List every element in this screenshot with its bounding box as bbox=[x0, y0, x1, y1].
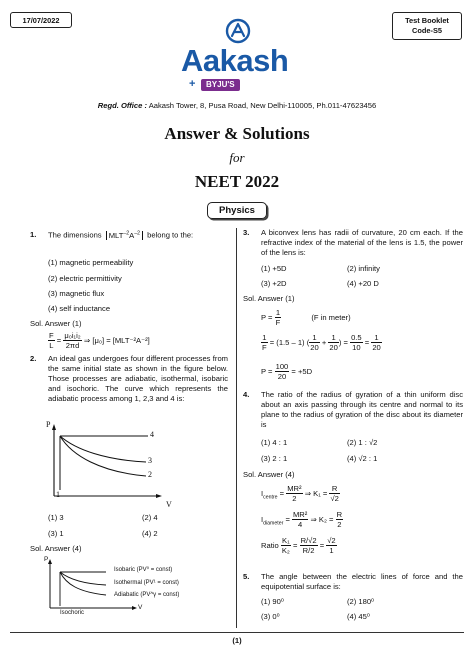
date-text: 17/07/2022 bbox=[22, 16, 60, 25]
option-2: (2) 180⁰ bbox=[347, 597, 375, 606]
f-num: F bbox=[49, 331, 54, 340]
num: 1 bbox=[328, 333, 338, 343]
den: F bbox=[275, 318, 281, 328]
label-isobaric: Isobaric (PV⁰ = const) bbox=[114, 567, 173, 573]
regd-office-line bbox=[0, 101, 474, 110]
exam-title: NEET 2022 bbox=[194, 172, 280, 191]
booklet-line2: Code-S5 bbox=[412, 25, 442, 35]
page-title: Answer & Solutions bbox=[164, 124, 310, 143]
column-divider bbox=[236, 228, 237, 628]
logo-plus: + bbox=[189, 78, 196, 90]
question-text: The ratio of the radius of gyration of a thin uniform disc about an axis passing through its centre and normal to its plane to the radius of gyration of the disc about its diameter is bbox=[261, 390, 463, 430]
eq-sign: = bbox=[279, 488, 287, 498]
q1-exp1: –2 bbox=[123, 230, 130, 236]
date-box bbox=[10, 12, 72, 28]
eq-sign: = bbox=[285, 514, 292, 524]
option-4: (4) +20 D bbox=[347, 279, 379, 288]
graph-p-label: P bbox=[46, 420, 51, 429]
label-isochoric: Isochoric bbox=[60, 610, 85, 616]
plus: + bbox=[321, 337, 327, 347]
frac-100-20 bbox=[275, 362, 290, 382]
den: √2 bbox=[330, 494, 339, 504]
mu-den: 2πd bbox=[65, 341, 80, 351]
num: 1 bbox=[262, 333, 267, 342]
question-number: 3. bbox=[243, 228, 250, 237]
frac-1-20c bbox=[371, 333, 381, 353]
i-sub: diameter bbox=[263, 520, 284, 527]
q1-pre-text: The dimensions bbox=[48, 230, 102, 240]
curve-label-1: 1 bbox=[56, 490, 60, 499]
test-booklet-box bbox=[392, 12, 462, 40]
q3-lens-eq bbox=[261, 333, 382, 353]
q1-exp2: –2 bbox=[134, 230, 140, 236]
label-isothermal: Isothermal (PV¹ = const) bbox=[114, 580, 179, 586]
option-1: (1) magnetic permeability bbox=[48, 258, 134, 267]
option-1: (1) +5D bbox=[261, 264, 287, 273]
option-2: (2) 1 : √2 bbox=[347, 438, 378, 447]
den: F bbox=[262, 343, 267, 353]
num: 0.5 bbox=[351, 333, 362, 342]
question-text: The angle between the electric lines of force and the equipotential surface is: bbox=[261, 572, 463, 592]
den: 20 bbox=[277, 372, 287, 382]
lens-paren-close: ) bbox=[338, 337, 342, 347]
subject-text: Physics bbox=[219, 205, 255, 216]
rt2-over-1 bbox=[326, 536, 336, 556]
eq-sign: = bbox=[56, 335, 62, 345]
graph-v-label: V bbox=[166, 500, 172, 509]
subject-badge bbox=[207, 202, 267, 219]
den: 10 bbox=[352, 343, 361, 353]
question-number: 2. bbox=[30, 354, 37, 363]
num: 100 bbox=[275, 362, 289, 371]
q1-mlt: MLT bbox=[108, 230, 124, 240]
p-eq: P = bbox=[261, 312, 273, 322]
r-over-rt2 bbox=[329, 484, 339, 504]
curve-label-4: 4 bbox=[150, 430, 154, 439]
one-over-f-2 bbox=[261, 333, 268, 353]
q4-idiameter-eq bbox=[261, 510, 343, 530]
den: R/2 bbox=[302, 546, 315, 556]
q4-ratio-eq bbox=[261, 536, 337, 556]
final-p: P = bbox=[261, 366, 273, 376]
lens-eq-text: = (1.5 – 1) bbox=[269, 337, 305, 347]
regd-label: Regd. Office : bbox=[97, 101, 147, 110]
solution-label: Sol. Answer (1) bbox=[30, 319, 82, 328]
question-number: 4. bbox=[243, 390, 250, 399]
question-text: A biconvex lens has radii of curvature, 20 cm each. If the refractive index of the material of the lens is 1.5, the power of the lens is: bbox=[261, 228, 463, 258]
q1-a: A bbox=[129, 230, 135, 240]
option-4: (4) √2 : 1 bbox=[347, 454, 378, 463]
mr2-over-2 bbox=[286, 484, 302, 504]
question-text: An ideal gas undergoes four different processes from the same initial state as shown in the figure below. Those processes are adiabatic, isothermal, isobaric and isochoric. The curve which represents the adiabatic process among 1, 2,3 and 4 is: bbox=[48, 354, 228, 404]
num: 1 bbox=[275, 308, 281, 317]
num: R bbox=[329, 484, 339, 494]
q1-bracket-expr bbox=[106, 231, 143, 240]
aakash-logo bbox=[179, 18, 297, 94]
option-4: (4) self inductance bbox=[48, 304, 111, 313]
frac-05-10 bbox=[350, 333, 363, 353]
mr2-over-4 bbox=[292, 510, 308, 530]
one-over-f bbox=[275, 308, 282, 328]
r-over-2 bbox=[336, 510, 343, 530]
eq-sign: = bbox=[293, 540, 298, 550]
question-number: 5. bbox=[243, 572, 250, 581]
i-sub: centre bbox=[263, 494, 278, 501]
den: 2 bbox=[292, 494, 297, 504]
num: 1 bbox=[371, 333, 381, 343]
question-number: 1. bbox=[30, 230, 37, 239]
question-text bbox=[48, 230, 228, 240]
k1-over-k2 bbox=[281, 536, 291, 556]
k1-text: ⇒ K₁ = bbox=[304, 488, 328, 498]
num: √2 bbox=[327, 536, 336, 545]
option-3: (3) 1 bbox=[48, 529, 64, 538]
lens-paren-open: ( bbox=[306, 337, 310, 347]
mu-num: μ₀i₁i₂ bbox=[64, 331, 81, 340]
solution-label: Sol. Answer (1) bbox=[243, 294, 295, 303]
frac-1-20b bbox=[328, 333, 338, 353]
option-4: (4) 45⁰ bbox=[347, 612, 370, 621]
option-3: (3) magnetic flux bbox=[48, 289, 105, 298]
num: MR² bbox=[292, 510, 308, 519]
frac-1-20 bbox=[306, 333, 319, 353]
option-4: (4) 2 bbox=[142, 529, 158, 538]
logo-byjus-badge: BYJU'S bbox=[201, 79, 240, 91]
option-2: (2) infinity bbox=[347, 264, 380, 273]
num: MR² bbox=[287, 484, 302, 493]
final-val: = +5D bbox=[291, 366, 313, 376]
label-adiabatic: Adiabatic (PV^γ = const) bbox=[114, 592, 180, 598]
option-1: (1) 4 : 1 bbox=[261, 438, 288, 447]
footer-rule bbox=[10, 632, 464, 633]
option-1: (1) 3 bbox=[48, 513, 64, 522]
den: 20 bbox=[372, 343, 381, 353]
booklet-line1: Test Booklet bbox=[405, 16, 449, 25]
num: K₁ bbox=[282, 536, 290, 545]
den: 2 bbox=[337, 520, 342, 530]
den: 20 bbox=[329, 343, 338, 353]
num: 1 bbox=[309, 333, 319, 343]
option-3: (3) +2D bbox=[261, 279, 287, 288]
den: 20 bbox=[310, 343, 319, 353]
f-den: L bbox=[49, 341, 54, 351]
curve-label-2: 2 bbox=[148, 470, 152, 479]
q1-result: ⇒ [μ₀] = [MLT⁻²A⁻²] bbox=[83, 335, 150, 345]
option-2: (2) electric permittivity bbox=[48, 274, 122, 283]
solution-label: Sol. Answer (4) bbox=[30, 544, 82, 553]
q3-final-eq bbox=[261, 362, 312, 382]
r-ratio bbox=[300, 536, 318, 556]
f-over-l bbox=[48, 331, 55, 351]
option-1: (1) 90⁰ bbox=[261, 597, 284, 606]
page-number: (1) bbox=[232, 636, 242, 645]
solution-label: Sol. Answer (4) bbox=[243, 470, 295, 479]
mu-fraction bbox=[63, 331, 81, 351]
num: R bbox=[336, 510, 343, 519]
i-symbol: I bbox=[261, 514, 264, 524]
eq-sign: = bbox=[319, 540, 325, 550]
num: R/√2 bbox=[300, 536, 317, 545]
in-meter-note: (F in meter) bbox=[311, 312, 351, 322]
equals: = bbox=[364, 337, 370, 347]
k2-text: ⇒ K₂ = bbox=[310, 514, 334, 524]
q1-solution-equation bbox=[48, 331, 150, 351]
q4-icentre-eq bbox=[261, 484, 340, 504]
q3-power-eq bbox=[261, 308, 351, 328]
for-text: for bbox=[229, 150, 245, 165]
curve-label-3: 3 bbox=[148, 456, 152, 465]
den: 4 bbox=[298, 520, 303, 530]
i-symbol: I bbox=[261, 488, 264, 498]
logo-wordmark: Aakash bbox=[181, 43, 289, 78]
den: K₂ bbox=[281, 546, 290, 556]
regd-address: Aakash Tower, 8, Pusa Road, New Delhi-110005, Ph.011-47623456 bbox=[147, 101, 377, 110]
sol-v-label: V bbox=[138, 604, 143, 611]
equals: = bbox=[343, 337, 348, 347]
option-3: (3) 0⁰ bbox=[261, 612, 280, 621]
den: 1 bbox=[329, 546, 334, 556]
q1-post-text: belong to the: bbox=[147, 230, 194, 240]
option-2: (2) 4 bbox=[142, 513, 158, 522]
option-3: (3) 2 : 1 bbox=[261, 454, 288, 463]
ratio-label: Ratio bbox=[261, 540, 279, 550]
logo-emblem-icon bbox=[179, 18, 297, 44]
sol-p-label: P bbox=[44, 556, 49, 563]
